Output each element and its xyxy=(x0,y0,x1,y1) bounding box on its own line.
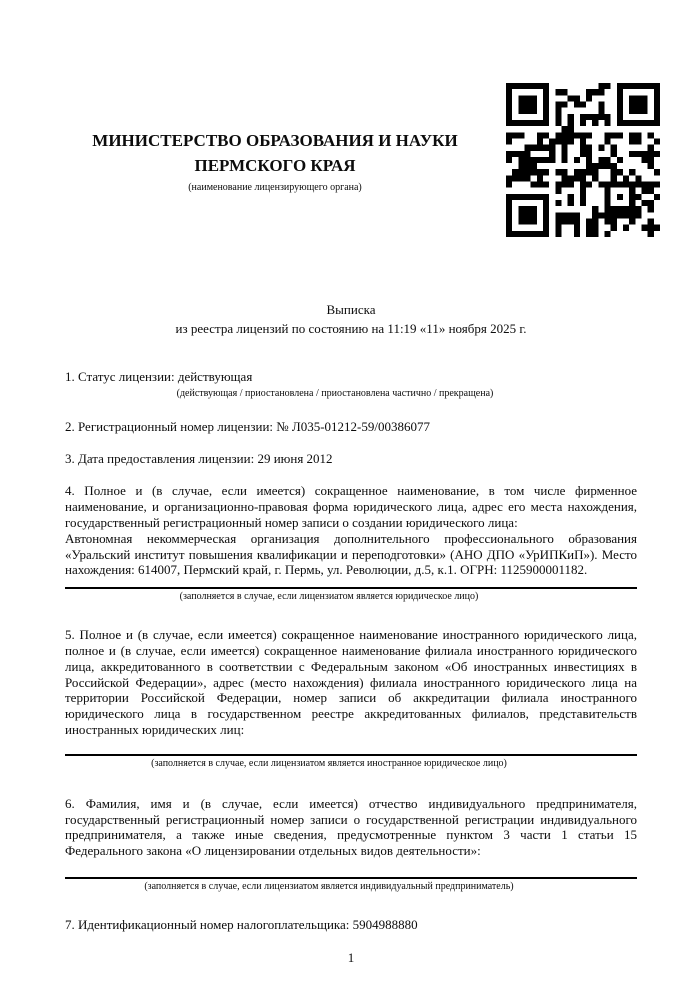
foreign-entity-clause-text: 5. Полное и (в случае, если имеется) сокращенное наименование иностранного юридического лица, полное и (в случае, если имеется) сокращенное наименование филиала иностранного юридического лица, аккредитованного в соответствии с Федеральным законом «Об иностранных инвестициях в Российской Федерации», адрес (место нахождения) филиала иностранного юридического лица на территории Российской Федерации, номер записи об аккредитации филиала иностранного юридического лица в государственном реестре аккредитованных филиалов, представительств иностранных юридических лиц: xyxy=(65,627,637,737)
taxpayer-number-text: 7. Идентификационный номер налогоплательщика: 5904988880 xyxy=(65,916,418,932)
qr-code xyxy=(506,83,660,237)
section-license-grant-date xyxy=(65,451,637,467)
legal-entity-value: Автономная некоммерческая организация дополнительного профессионального образования «Уральский институт повышения квалификации и переподготовки» (АНО ДПО «УрИПКиП»). Место нахождения: 614007, Пермский край, г. Пермь, ул. Революции, д.5, к.1. ОГРН: 1125900001182. xyxy=(65,530,637,578)
individual-entrepreneur-clause-text: 6. Фамилия, имя и (в случае, если имеется) отчество индивидуального предпринимателя, государственный регистрационный номер записи о государственной регистрации индивидуального предпринимателя, а также иные сведения, предусмотренные пунктом 3 части 1 статьи 15 Федерального закона «О лицензировании отдельных видов деятельности»: xyxy=(65,795,637,859)
section-registration-number xyxy=(65,419,637,435)
legal-entity-clause-text: 4. Полное и (в случае, если имеется) сокращенное наименование, в том числе фирменное наименование, и организационно-правовая форма юридического лица, адрес его места нахождения, государственный регистрационный номер записи о создании юридического лица: xyxy=(65,483,637,530)
document-title xyxy=(65,301,637,338)
page-number: 1 xyxy=(347,949,355,965)
section-foreign-entity xyxy=(65,627,637,770)
document-title-line2: из реестра лицензий по состоянию на 11:19 «11» ноября 2025 г. xyxy=(175,320,527,336)
licensing-authority-block xyxy=(70,128,480,194)
legal-entity-rule-caption: (заполняется в случае, если лицензиатом является юридическое лицо) xyxy=(179,591,479,603)
ministry-caption: (наименование лицензирующего органа) xyxy=(188,182,362,193)
section-individual-entrepreneur xyxy=(65,796,637,893)
foreign-entity-ruled-line xyxy=(65,754,637,756)
section-legal-entity xyxy=(65,483,637,603)
ministry-name-line1: МИНИСТЕРСТВО ОБРАЗОВАНИЯ И НАУКИ xyxy=(92,131,458,150)
individual-entrepreneur-rule-caption: (заполняется в случае, если лицензиатом является индивидуальный предприниматель) xyxy=(144,880,514,892)
document-header xyxy=(0,0,700,270)
section-taxpayer-number xyxy=(65,917,637,933)
license-status-options-caption: (действующая / приостановлена / приостановлена частично / прекращена) xyxy=(176,387,494,399)
document-title-line1: Выписка xyxy=(326,302,376,317)
individual-entrepreneur-ruled-line xyxy=(65,877,637,879)
section-license-status xyxy=(65,369,637,400)
registration-number-text: 2. Регистрационный номер лицензии: № Л035-01212-59/00386077 xyxy=(65,418,431,434)
ministry-name-line2: ПЕРМСКОГО КРАЯ xyxy=(194,156,356,175)
legal-entity-ruled-line xyxy=(65,587,637,589)
license-grant-date-text: 3. Дата предоставления лицензии: 29 июня 2012 xyxy=(65,450,333,466)
foreign-entity-rule-caption: (заполняется в случае, если лицензиатом является иностранное юридическое лицо) xyxy=(151,757,507,769)
license-status-text: 1. Статус лицензии: действующая xyxy=(65,369,253,384)
